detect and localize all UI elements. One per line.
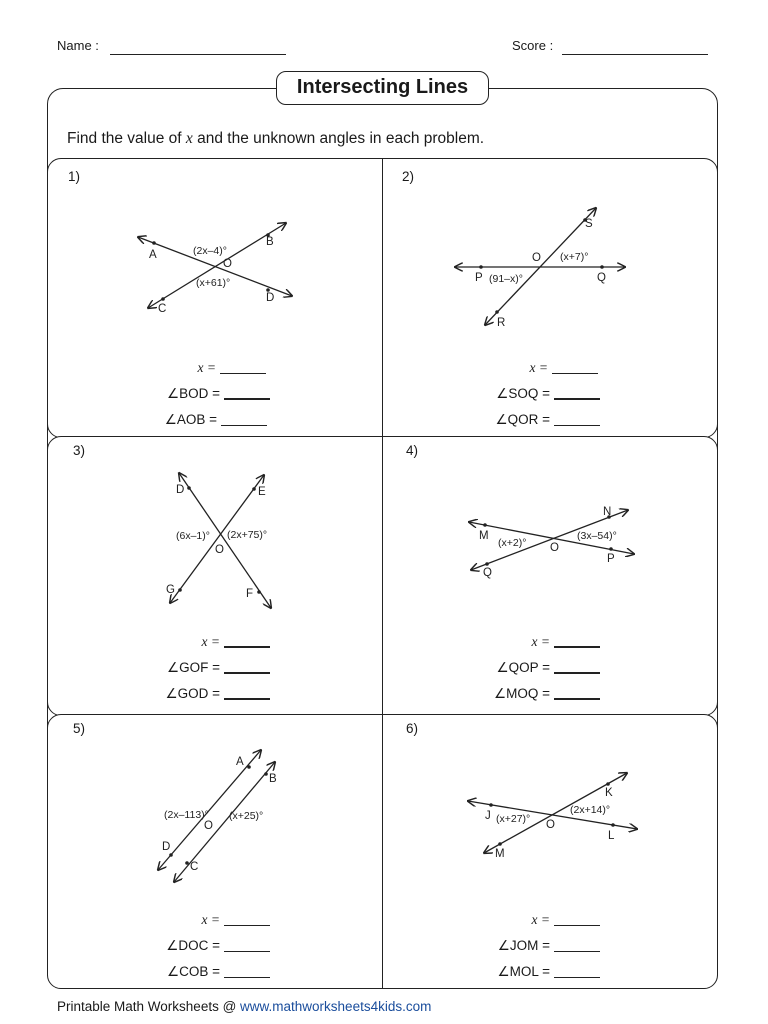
answer-x: x = xyxy=(140,360,266,384)
problem-4-figure xyxy=(458,498,648,583)
point-q: Q xyxy=(483,567,492,579)
problem-2-figure xyxy=(445,200,635,335)
angle-right: (2x+14)° xyxy=(570,804,611,816)
answer-blank[interactable] xyxy=(224,976,270,978)
answer-blank[interactable] xyxy=(554,671,600,674)
score-label: Score : xyxy=(512,38,554,53)
answer-blank[interactable] xyxy=(554,924,600,926)
point-o: O xyxy=(223,258,232,270)
problem-number: 3) xyxy=(73,443,86,458)
answer-blank[interactable] xyxy=(220,372,266,374)
point-a: A xyxy=(149,249,157,261)
point-b: B xyxy=(269,773,277,785)
answer-x: x = xyxy=(470,634,600,658)
instructions: Find the value of x and the unknown angles in each problem. xyxy=(67,130,485,147)
problem-number: 1) xyxy=(68,169,81,184)
angle-left: (x+27)° xyxy=(496,813,531,825)
point-e: E xyxy=(258,486,266,498)
answer-x: x = xyxy=(470,360,598,384)
point-j: J xyxy=(485,810,491,822)
problem-number: 6) xyxy=(406,721,419,736)
point-k: K xyxy=(605,787,613,799)
point-b: B xyxy=(266,236,274,248)
answer-angle-1: ∠BOD = xyxy=(140,386,270,410)
problem-1-figure xyxy=(120,205,310,325)
name-field[interactable] xyxy=(110,54,286,55)
point-q: Q xyxy=(597,272,606,284)
answer-angle-2: ∠MOQ = xyxy=(470,686,600,710)
point-m: M xyxy=(495,848,505,860)
angle-left: (6x–1)° xyxy=(176,530,210,542)
answer-angle-2: ∠COB = xyxy=(140,964,270,988)
answer-x: x = xyxy=(140,912,270,936)
answer-blank[interactable] xyxy=(552,372,598,374)
problem-number: 5) xyxy=(73,721,86,736)
answer-blank[interactable] xyxy=(554,697,600,700)
point-g: G xyxy=(166,584,175,596)
problem-number: 2) xyxy=(402,169,415,184)
point-o: O xyxy=(546,819,555,831)
answer-angle-1: ∠QOP = xyxy=(470,660,600,684)
answer-angle-2: ∠MOL = xyxy=(470,964,600,988)
footer: Printable Math Worksheets @ www.mathworksheets4kids.com xyxy=(57,999,432,1014)
point-c: C xyxy=(158,303,167,315)
point-c: C xyxy=(190,861,199,873)
answer-blank[interactable] xyxy=(224,950,270,952)
point-f: F xyxy=(246,588,254,600)
point-d: D xyxy=(176,484,185,496)
problem-6-figure xyxy=(460,765,650,860)
point-a: A xyxy=(236,756,244,768)
point-o: O xyxy=(204,820,213,832)
answer-angle-1: ∠GOF = xyxy=(140,660,270,684)
angle-right: (3x–54)° xyxy=(577,530,617,542)
angle-right: (2x+75)° xyxy=(227,529,268,541)
answer-x: x = xyxy=(140,634,270,658)
point-n: N xyxy=(603,506,612,518)
point-o: O xyxy=(215,544,224,556)
answer-angle-1: ∠DOC = xyxy=(140,938,270,962)
answer-blank[interactable] xyxy=(221,424,267,426)
angle-right: (x+25)° xyxy=(229,810,264,822)
point-p: P xyxy=(607,553,615,565)
angle-left: (x+2)° xyxy=(498,537,527,549)
point-o: O xyxy=(532,252,541,264)
answer-blank[interactable] xyxy=(554,397,600,400)
problem-5-figure xyxy=(150,742,290,887)
answer-angle-2: ∠QOR = xyxy=(470,412,600,436)
footer-link[interactable]: www.mathworksheets4kids.com xyxy=(240,999,432,1014)
answer-blank[interactable] xyxy=(554,976,600,978)
point-s: S xyxy=(585,218,593,230)
problem-number: 4) xyxy=(406,443,419,458)
point-o: O xyxy=(550,542,559,554)
angle-right: (x+7)° xyxy=(560,251,589,263)
angle-left: (91–x)° xyxy=(489,273,523,285)
worksheet-title: Intersecting Lines xyxy=(276,71,489,105)
point-m: M xyxy=(479,530,489,542)
answer-blank[interactable] xyxy=(224,397,270,400)
score-field[interactable] xyxy=(562,54,708,55)
angle-bottom: (x+61)° xyxy=(196,277,231,289)
answer-angle-1: ∠SOQ = xyxy=(470,386,600,410)
answer-blank[interactable] xyxy=(224,924,270,926)
point-l: L xyxy=(608,830,615,842)
answer-blank[interactable] xyxy=(224,697,270,700)
answer-angle-2: ∠GOD = xyxy=(140,686,270,710)
answer-blank[interactable] xyxy=(554,424,600,426)
angle-top: (2x–4)° xyxy=(193,245,227,257)
angle-left: (2x–113)° xyxy=(164,809,209,821)
answer-blank[interactable] xyxy=(554,645,600,648)
point-d: D xyxy=(162,841,171,853)
point-r: R xyxy=(497,317,506,329)
column-divider xyxy=(382,158,383,989)
answer-blank[interactable] xyxy=(224,645,270,648)
answer-blank[interactable] xyxy=(224,671,270,674)
point-p: P xyxy=(475,272,483,284)
answer-x: x = xyxy=(470,912,600,936)
name-label: Name : xyxy=(57,38,99,53)
answer-angle-2: ∠AOB = xyxy=(140,412,267,436)
point-d: D xyxy=(266,292,275,304)
answer-angle-1: ∠JOM = xyxy=(470,938,600,962)
answer-blank[interactable] xyxy=(554,950,600,952)
problem-3-figure xyxy=(160,466,290,616)
